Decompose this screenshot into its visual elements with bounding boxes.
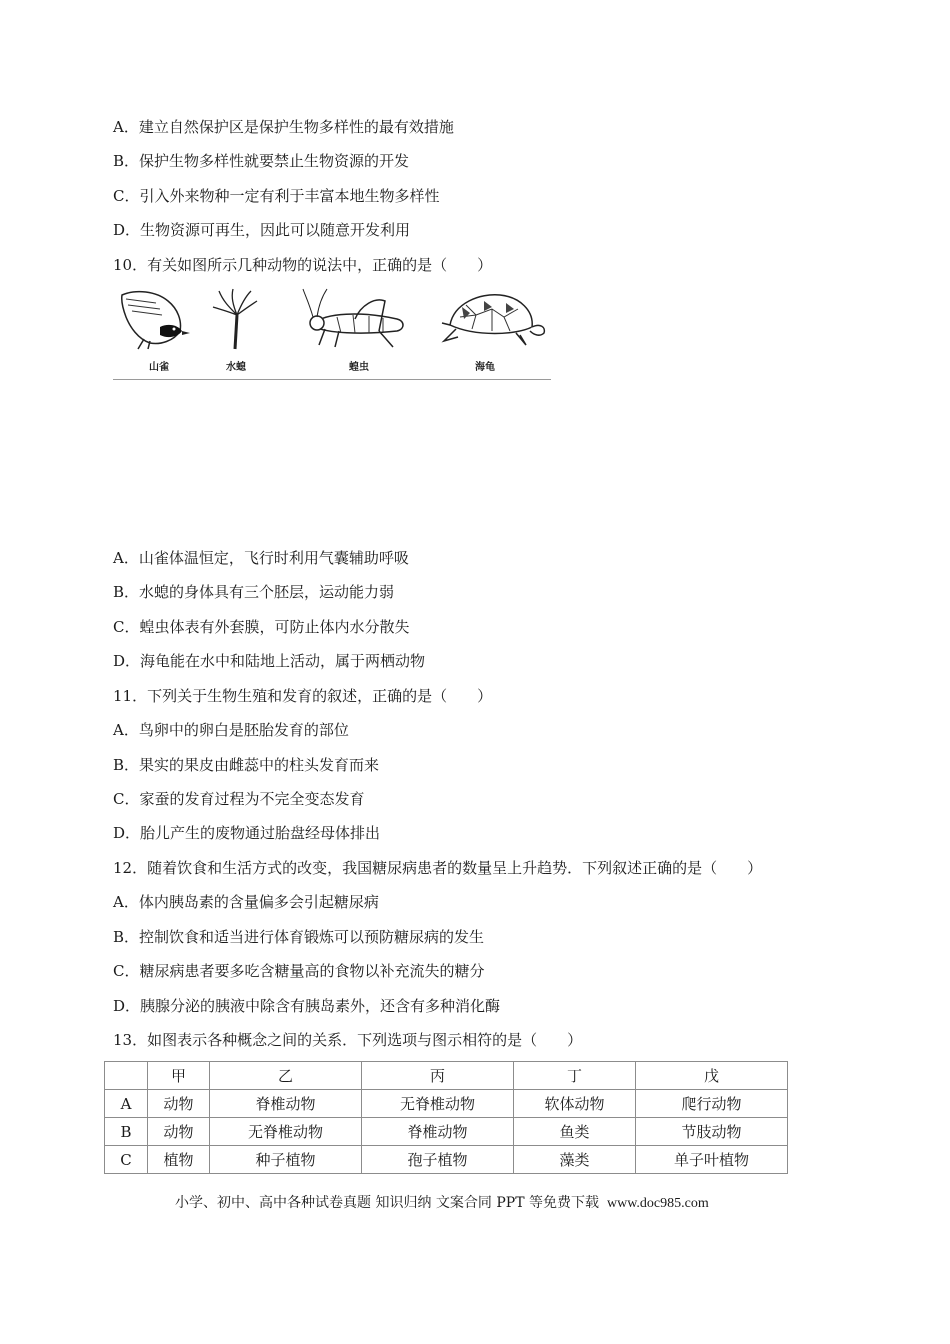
q11-option-c: C．家蚕的发育过程为不完全变态发育 bbox=[113, 790, 365, 808]
table-cell: 无脊椎动物 bbox=[362, 1090, 514, 1118]
table-cell: 节肢动物 bbox=[635, 1118, 787, 1146]
table-cell: B bbox=[105, 1118, 148, 1146]
table-cell: 动物 bbox=[148, 1118, 210, 1146]
table-cell: 脊椎动物 bbox=[362, 1118, 514, 1146]
table-row bbox=[105, 1090, 788, 1118]
q11-option-d: D．胎儿产生的废物通过胎盘经母体排出 bbox=[113, 824, 381, 842]
sea-turtle-illustration bbox=[436, 287, 548, 353]
hydra-illustration bbox=[211, 287, 261, 353]
table-cell: 植物 bbox=[148, 1146, 210, 1174]
q12-stem: 12．随着饮食和生活方式的改变，我国糖尿病患者的数量呈上升趋势．下列叙述正确的是（ ） bbox=[113, 859, 763, 877]
caption-locust: 蝗虫 bbox=[349, 362, 369, 373]
caption-sea-turtle: 海龟 bbox=[475, 362, 495, 373]
table-header-cell: 丁 bbox=[513, 1062, 635, 1090]
q9-option-c: C．引入外来物种一定有利于丰富本地生物多样性 bbox=[113, 187, 440, 205]
q13-stem: 13．如图表示各种概念之间的关系．下列选项与图示相符的是（ ） bbox=[113, 1031, 583, 1049]
table-row bbox=[105, 1118, 788, 1146]
table-header-cell bbox=[105, 1062, 148, 1090]
q11-stem: 11．下列关于生物生殖和发育的叙述，正确的是（ ） bbox=[113, 687, 493, 705]
table-header-cell: 戊 bbox=[635, 1062, 787, 1090]
table-cell: 软体动物 bbox=[513, 1090, 635, 1118]
animal-figure bbox=[113, 285, 551, 380]
table-cell: 鱼类 bbox=[513, 1118, 635, 1146]
q9-option-b: B．保护生物多样性就要禁止生物资源的开发 bbox=[113, 152, 410, 170]
table-cell: 孢子植物 bbox=[362, 1146, 514, 1174]
q11-option-b: B．果实的果皮由雌蕊中的柱头发育而来 bbox=[113, 756, 380, 774]
page-footer bbox=[175, 1192, 709, 1212]
q12-option-a: A．体内胰岛素的含量偏多会引起糖尿病 bbox=[113, 893, 379, 911]
table-cell: 藻类 bbox=[513, 1146, 635, 1174]
table-cell: A bbox=[105, 1090, 148, 1118]
table-header-row bbox=[105, 1062, 788, 1090]
locust-illustration bbox=[301, 287, 413, 353]
concept-table bbox=[104, 1061, 788, 1174]
q10-option-d: D．海龟能在水中和陆地上活动，属于两栖动物 bbox=[113, 652, 426, 670]
q9-option-d: D．生物资源可再生，因此可以随意开发利用 bbox=[113, 221, 411, 239]
table-cell: 单子叶植物 bbox=[635, 1146, 787, 1174]
table-header-cell: 丙 bbox=[362, 1062, 514, 1090]
table-cell: 爬行动物 bbox=[635, 1090, 787, 1118]
tit-bird-illustration bbox=[116, 287, 196, 351]
footer-text: 小学、初中、高中各种试卷真题 知识归纳 文案合同 PPT 等免费下载 bbox=[175, 1195, 599, 1211]
table-cell: 种子植物 bbox=[210, 1146, 362, 1174]
table-cell: 无脊椎动物 bbox=[210, 1118, 362, 1146]
q12-option-d: D．胰腺分泌的胰液中除含有胰岛素外，还含有多种消化酶 bbox=[113, 997, 501, 1015]
q10-option-b: B．水螅的身体具有三个胚层，运动能力弱 bbox=[113, 583, 395, 601]
table-row bbox=[105, 1146, 788, 1174]
table-cell: 脊椎动物 bbox=[210, 1090, 362, 1118]
table-header-cell: 甲 bbox=[148, 1062, 210, 1090]
table-cell: 动物 bbox=[148, 1090, 210, 1118]
q11-option-a: A．鸟卵中的卵白是胚胎发育的部位 bbox=[113, 721, 349, 739]
caption-hydra: 水螅 bbox=[226, 362, 246, 373]
table-header-cell: 乙 bbox=[210, 1062, 362, 1090]
q9-option-a: A．建立自然保护区是保护生物多样性的最有效措施 bbox=[113, 118, 454, 136]
caption-tit: 山雀 bbox=[149, 362, 169, 373]
table-cell: C bbox=[105, 1146, 148, 1174]
q10-stem: 10．有关如图所示几种动物的说法中，正确的是（ ） bbox=[113, 256, 493, 274]
q10-option-a: A．山雀体温恒定，飞行时利用气囊辅助呼吸 bbox=[113, 549, 409, 567]
q12-option-b: B．控制饮食和适当进行体育锻炼可以预防糖尿病的发生 bbox=[113, 928, 485, 946]
footer-url[interactable]: www.doc985.com bbox=[606, 1196, 709, 1211]
q12-option-c: C．糖尿病患者要多吃含糖量高的食物以补充流失的糖分 bbox=[113, 962, 485, 980]
q10-option-c: C．蝗虫体表有外套膜，可防止体内水分散失 bbox=[113, 618, 410, 636]
